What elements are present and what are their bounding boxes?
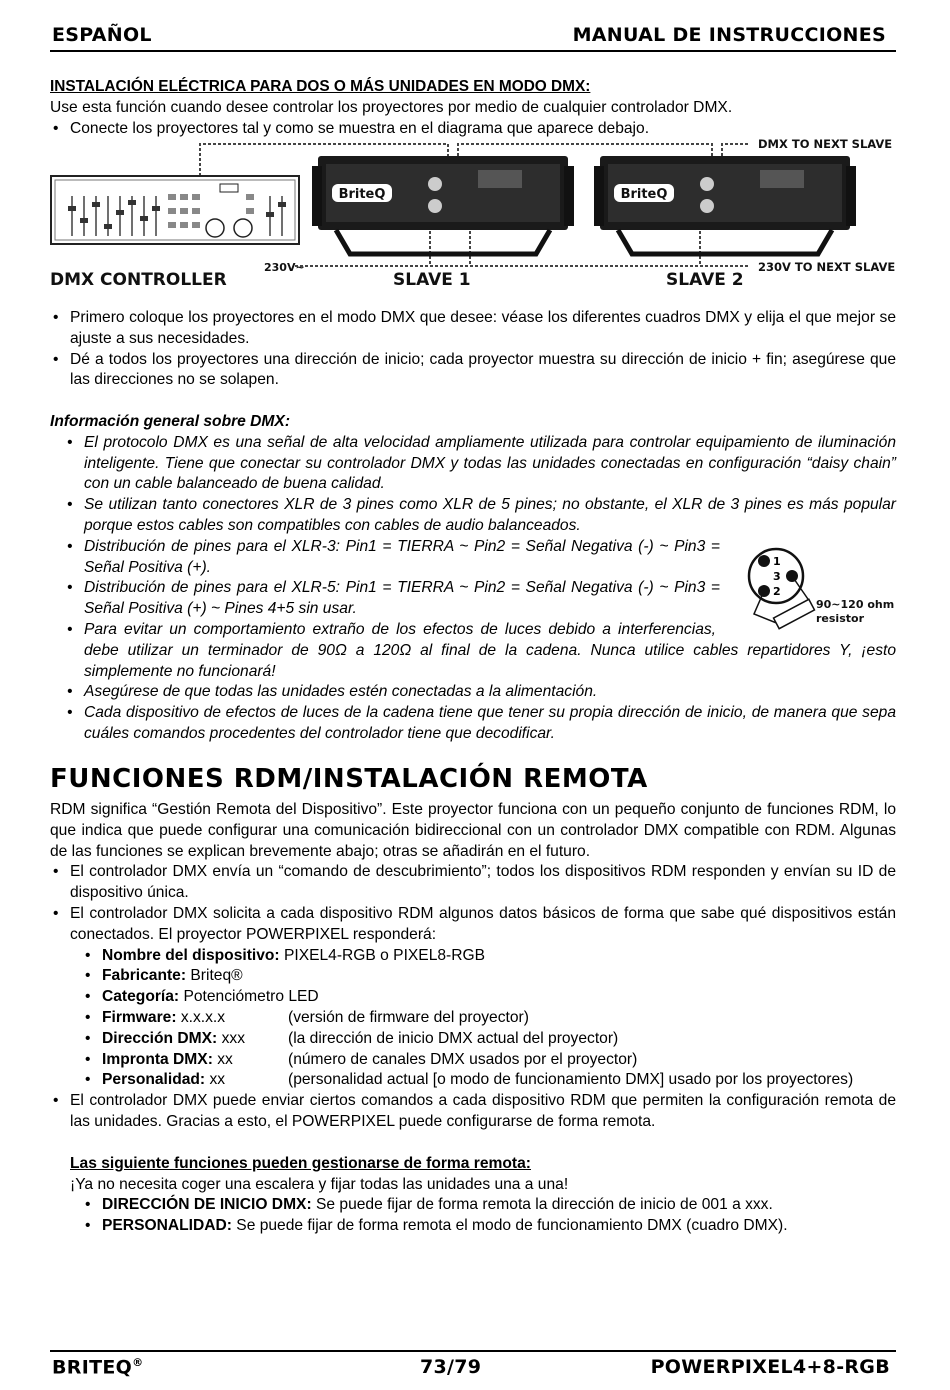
install-bullet-1: • Conecte los proyectores tal y como se muestra en el diagrama que aparece debajo.: [50, 119, 896, 140]
rdm-title: FUNCIONES RDM/INSTALACIÓN REMOTA: [50, 764, 648, 794]
spec-manufacturer: • Fabricante: Briteq®: [82, 966, 896, 987]
slave-2-projector: [594, 156, 856, 254]
dmx-controller-label: DMX CONTROLLER: [50, 270, 227, 290]
install-step-1: • Primero coloque los proyectores en el modo DMX que desee: véase los diferentes cuadros DMX y elija el que mejor se ajuste a sus necesidades.: [50, 308, 896, 350]
remote-intro: ¡Ya no necesita coger una escalera y fijar todas las unidades una a una!: [70, 1175, 569, 1193]
rdm-spec-list: [82, 946, 896, 1092]
footer-model: POWERPIXEL4+8-RGB: [650, 1356, 890, 1378]
dmx-info-bullet-5: • Para evitar un comportamiento extraño de los efectos de luces debido a interferencias, debe utilizar un terminador de 90Ω a 120Ω al final de la cadena. Nunca utilice cables repartidores Y, ¡esto simplemente no funcionará!: [64, 620, 896, 682]
spec-device-name: • Nombre del dispositivo: PIXEL4-RGB o PIXEL8-RGB: [82, 946, 896, 967]
install-intro: Use esta función cuando desee controlar los proyectores por medio de cualquier controlador DMX.: [50, 98, 733, 116]
remote-heading: Las siguiente funciones pueden gestionarse de forma remota:: [70, 1154, 531, 1172]
dmx-info-bullet-1: • El protocolo DMX es una señal de alta velocidad ampliamente utilizada para controlar equipamiento de iluminación inteligente. Tiene que conectar su controlador DMX y todas las unidades conectadas en configuración “daisy chain” con un cable balanceado de buena calidad.: [64, 433, 896, 495]
dmx-info-heading: Información general sobre DMX:: [50, 413, 291, 430]
pin-2-label: 2: [773, 585, 781, 598]
pin-1-label: 1: [773, 555, 781, 568]
dmx-info-bullet-4: • Distribución de pines para el XLR-5: Pin1 = TIERRA ~ Pin2 = Señal Negativa (-) ~ Pin3 = Señal Positiva (+) ~ Pines 4+5 sin usar.: [64, 578, 720, 620]
dmx-wiring-diagram: [50, 136, 896, 292]
xlr-terminator-diagram: [740, 542, 896, 632]
slave-1-brand-logo: BriteQ: [338, 187, 386, 202]
rdm-section: [50, 800, 896, 1237]
footer-brand: BRITEQ®: [52, 1356, 144, 1379]
dmx-info-bullet-3: • Distribución de pines para el XLR-3: Pin1 = TIERRA ~ Pin2 = Señal Negativa (-) ~ Pin3 = Señal Positiva (+).: [64, 537, 720, 579]
power-next-slave-label: 230V TO NEXT SLAVE: [758, 260, 896, 274]
rdm-bullet-1: • El controlador DMX envía un “comando de descubrimiento”; todos los dispositivos RDM responden y envían su ID de dispositivo única.: [50, 862, 896, 904]
rdm-bullet-2: • El controlador DMX solicita a cada dispositivo RDM algunos datos básicos de forma que sabe qué dispositivos están conectados. El proyector POWERPIXEL responderá:: [50, 904, 896, 946]
footer-rule: [50, 1350, 896, 1352]
pin-3-label: 3: [773, 570, 781, 583]
slave-1-projector: [312, 156, 574, 254]
remote-start-address: • DIRECCIÓN DE INICIO DMX: Se puede fijar de forma remota la dirección de inicio de 001 a xxx.: [82, 1195, 896, 1216]
spec-firmware: • Firmware: x.x.x.x (versión de firmware del proyector): [82, 1008, 896, 1029]
install-heading: INSTALACIÓN ELÉCTRICA PARA DOS O MÁS UNIDADES EN MODO DMX:: [50, 78, 591, 95]
install-steps: [50, 308, 896, 391]
header-title: MANUAL DE INSTRUCCIONES: [572, 24, 886, 46]
rdm-intro: RDM significa “Gestión Remota del Dispositivo”. Este proyector funciona con un pequeño conjunto de funciones RDM, lo que indica que puede configurar una comunicación bidireccional con un controlador DMX compatible con RDM. Algunas de las funciones se explican brevemente abajo; otras se añadirán en el futuro.: [50, 801, 896, 860]
footer-page-number: 73/79: [420, 1356, 482, 1378]
dmx-next-slave-label: DMX TO NEXT SLAVE: [758, 137, 893, 151]
spec-dmx-footprint: • Impronta DMX: xx (número de canales DMX usados por el proyector): [82, 1050, 896, 1071]
slave-1-label: SLAVE 1: [393, 270, 471, 290]
header-language: ESPAÑOL: [52, 24, 152, 46]
resistor-label: 90~120 ohm resistor: [816, 598, 895, 625]
slave-2-label: SLAVE 2: [666, 270, 744, 290]
slave-2-brand-logo: BriteQ: [620, 187, 668, 202]
spec-personality: • Personalidad: xx (personalidad actual [o modo de funcionamiento DMX] usado por los proyectores): [82, 1070, 896, 1091]
spec-category: • Categoría: Potenciómetro LED: [82, 987, 896, 1008]
remote-personality: • PERSONALIDAD: Se puede fijar de forma remota el modo de funcionamiento DMX (cuadro DMX).: [82, 1216, 896, 1237]
install-step-2: • Dé a todos los proyectores una dirección de inicio; cada proyector muestra su dirección de inicio + fin; asegúrese que las direcciones no se solapen.: [50, 350, 896, 392]
dmx-info-bullet-7: • Cada dispositivo de efectos de luces de la cadena tiene que tener su propia dirección de inicio, de manera que sepa cuáles comandos procedentes del controlador tiene que decodificar.: [64, 703, 896, 745]
remote-functions: [70, 1154, 896, 1237]
power-230v-label: 230V~: [264, 261, 305, 274]
dmx-info-bullet-6: • Asegúrese de que todas las unidades estén conectadas a la alimentación.: [64, 682, 896, 703]
header-rule: [50, 50, 896, 52]
rdm-bullet-3: • El controlador DMX puede enviar ciertos comandos a cada dispositivo RDM que permiten la configuración remota de las unidades. Gracias a esto, el POWERPIXEL puede configurarse de forma remota.: [50, 1091, 896, 1133]
dmx-controller-device: [51, 176, 299, 244]
dmx-info-bullet-2: • Se utilizan tanto conectores XLR de 3 pines como XLR de 5 pines; no obstante, el XLR de 3 pines es más popular porque estos cables son compatibles con cables de audio balanceados.: [64, 495, 896, 537]
spec-dmx-address: • Dirección DMX: xxx (la dirección de inicio DMX actual del proyector): [82, 1029, 896, 1050]
install-section: [50, 77, 896, 139]
